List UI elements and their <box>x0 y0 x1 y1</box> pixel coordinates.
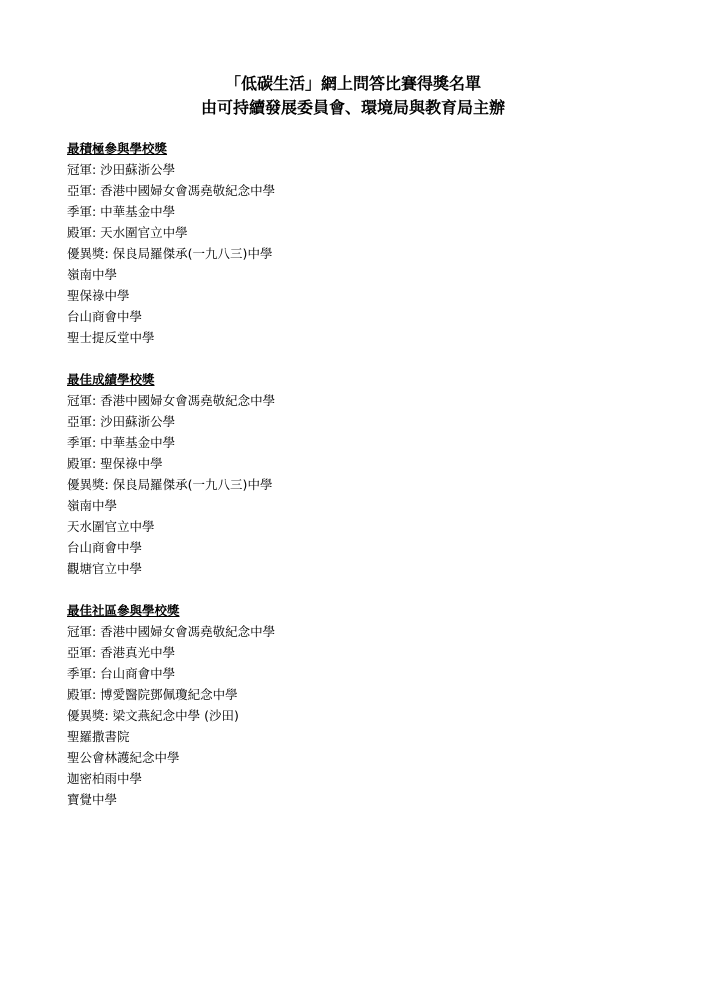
list-item: 優異獎: 保良局羅傑承(一九八三)中學 <box>67 246 273 261</box>
list-item: 殿軍: 天水圍官立中學 <box>67 225 188 240</box>
list-item: 天水圍官立中學 <box>67 519 155 534</box>
list-item: 亞軍: 香港真光中學 <box>67 645 176 660</box>
list-item: 殿軍: 博愛醫院鄧佩瓊紀念中學 <box>67 687 238 702</box>
list-item: 亞軍: 香港中國婦女會馮堯敬紀念中學 <box>67 183 276 198</box>
section-best-community-participation <box>67 600 667 810</box>
list-item: 優異獎: 梁文燕紀念中學 (沙田) <box>67 708 239 723</box>
list-item: 冠軍: 香港中國婦女會馮堯敬紀念中學 <box>67 393 276 408</box>
section-most-active-participation <box>67 138 667 348</box>
award-list <box>67 138 667 831</box>
list-item: 聖羅撒書院 <box>67 729 130 744</box>
list-item: 優異獎: 保良局羅傑承(一九八三)中學 <box>67 477 273 492</box>
list-item: 季軍: 台山商會中學 <box>67 666 176 681</box>
list-item: 寶覺中學 <box>67 792 118 807</box>
list-item: 季軍: 中華基金中學 <box>67 204 176 219</box>
list-item: 台山商會中學 <box>67 309 143 324</box>
list-item: 嶺南中學 <box>67 498 118 513</box>
list-item: 聖士提反堂中學 <box>67 330 155 345</box>
section-heading: 最佳社區參與學校獎 <box>67 603 180 618</box>
list-item: 聖公會林護紀念中學 <box>67 750 180 765</box>
list-item: 嶺南中學 <box>67 267 118 282</box>
title-line-2: 由可持續發展委員會、環境局與教育局主辦 <box>200 98 505 117</box>
list-item: 亞軍: 沙田蘇浙公學 <box>67 414 176 429</box>
list-item: 觀塘官立中學 <box>67 561 143 576</box>
section-best-results <box>67 369 667 579</box>
list-item: 台山商會中學 <box>67 540 143 555</box>
title-line-1: 「低碳生活」網上問答比賽得獎名單 <box>224 74 481 93</box>
list-item: 冠軍: 沙田蘇浙公學 <box>67 162 176 177</box>
list-item: 殿軍: 聖保祿中學 <box>67 456 163 471</box>
list-item: 迦密柏雨中學 <box>67 771 143 786</box>
list-item: 季軍: 中華基金中學 <box>67 435 176 450</box>
section-heading: 最佳成績學校獎 <box>67 372 155 387</box>
document-title <box>0 72 706 120</box>
section-heading: 最積極參與學校獎 <box>67 141 168 156</box>
list-item: 冠軍: 香港中國婦女會馮堯敬紀念中學 <box>67 624 276 639</box>
list-item: 聖保祿中學 <box>67 288 130 303</box>
